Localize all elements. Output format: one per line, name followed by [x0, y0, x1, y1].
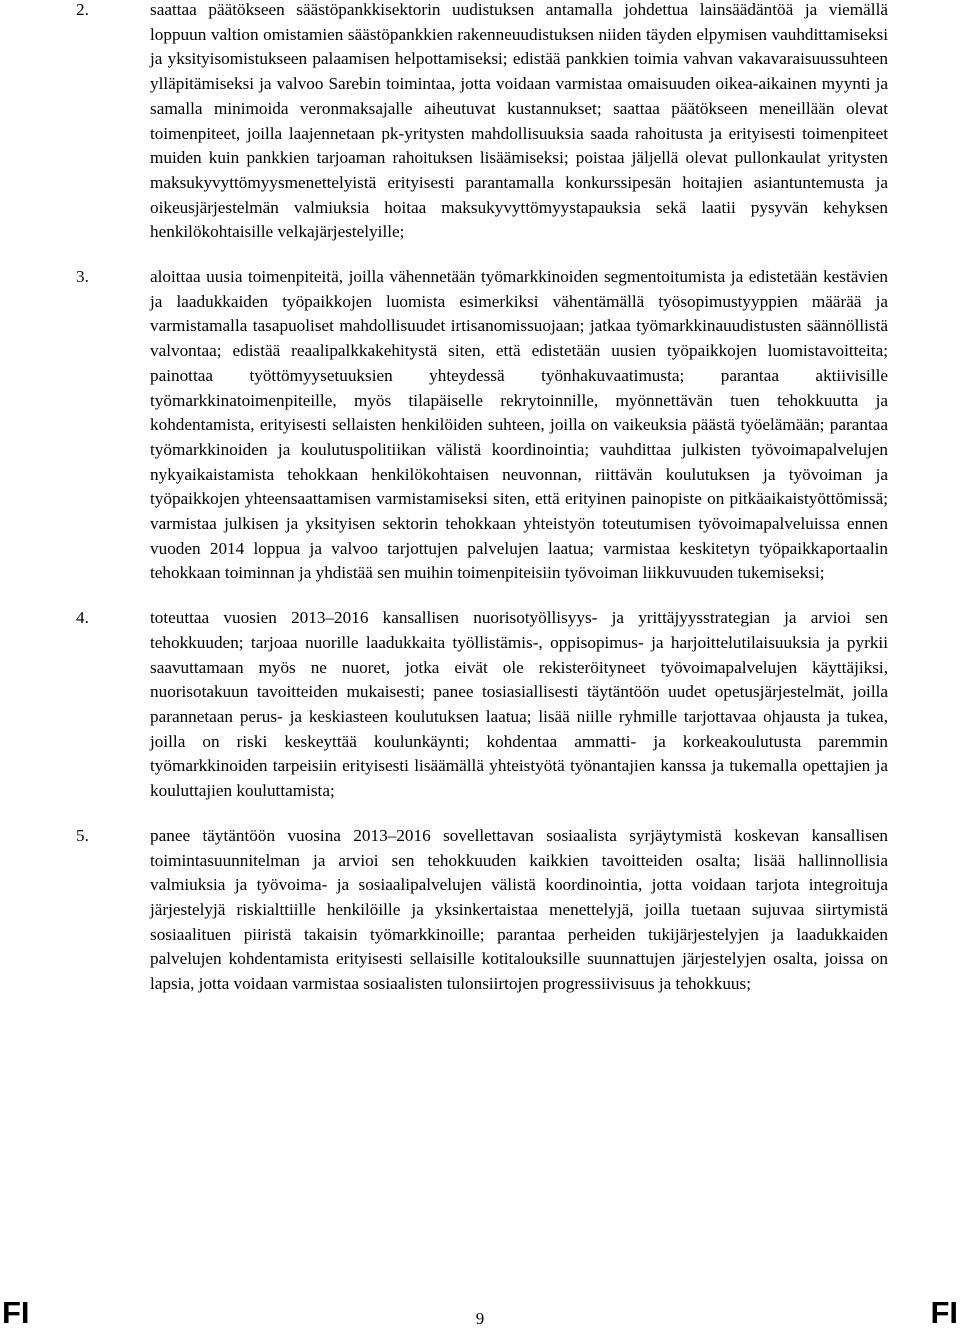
list-item — [76, 824, 888, 997]
language-code-left: FI — [2, 1295, 30, 1330]
list-item — [76, 0, 888, 245]
list-item — [76, 606, 888, 804]
item-text: toteuttaa vuosien 2013–2016 kansallisen nuorisotyöllisyys- ja yrittäjyysstrategian ja arvioi sen tehokkuuden; tarjoaa nuorille laadukkaita työllistämis-, oppisopimus- ja harjoittelutilaisuuksia ja pyrkii saavuttamaan myös ne nuoret, jotka eivät ole rekisteröityneet työvoimapalvelujen käyttäjiksi, nuorisotakuun tavoitteiden mukaisesti; panee tosiasiallisesti täytäntöön uudet opetusjärjestelmät, joilla parannetaan perus- ja keskiasteen koulutuksen laatua; lisää niille ryhmille tarjottavaa ohjausta ja tukea, joilla on riski keskeyttää koulunkäynti; kohdentaa ammatti- ja korkeakoulutusta paremmin työmarkkinoiden tarpeisiin erityisesti lisäämällä yhteistyötä työnantajien kanssa ja tukemalla opettajien ja kouluttajien kouluttamista; — [150, 608, 888, 801]
language-code-right: FI — [930, 1295, 958, 1330]
item-number: 3. — [76, 267, 89, 287]
item-number: 5. — [76, 825, 89, 845]
item-text: aloittaa uusia toimenpiteitä, joilla vähennetään työmarkkinoiden segmentoitumista ja edistetään kestävien ja laadukkaiden työpaikkojen luomista esimerkiksi vähentämällä työsopimustyyppien määrää ja varmistamalla tasapuoliset mahdollisuudet irtisanomissuojaan; jatkaa työmarkkinauudistusten säännöllistä valvontaa; edistää reaalipalkkakehitystä siten, että edistetään uusien työpaikkojen luomistavoitteita; painottaa työttömyysetuuksien yhteydessä työnhakuvaatimusta; parantaa aktiivisille työmarkkinatoimenpiteille, myös tilapäiselle rekrytoinnille, myönnettävän tuen tehokkuutta ja kohdentamista, erityisesti sellaisten henkilöiden suhteen, joilla on vaikeuksia päästä työelämään; parantaa työmarkkinoiden ja koulutuspolitiikan välistä koordinointia; vauhdittaa julkisten työvoimapalvelujen nykyaikaistamista tehokkaan henkilökohtaisen neuvonnan, riittävän koulutuksen ja työvoiman ja työpaikkojen yhteensaattamisen varmistamiseksi siten, että erityinen painopiste on pitkäaikaistyöttömissä; varmistaa julkisen ja yksityisen sektorin tehokkaan yhteistyön toteutumisen työvoimapalveluissa ennen vuoden 2014 loppua ja valvoo tarjottujen palvelujen laatua; varmistaa keskitetyn työpaikkaportaalin tehokkaan toiminnan ja yhdistää sen muihin toimenpiteisiin työvoiman liikkuvuuden tukemiseksi; — [150, 267, 888, 583]
item-text: saattaa päätökseen säästöpankkisektorin uudistuksen antamalla johdettua lainsäädäntöä ja viemällä loppuun valtion omistamien säästöpankkien rakenneuudistuksen niiden täyden elpymisen vauhdittamiseksi ja yksityisomistukseen palaamisen helpottamiseksi; edistää pankkien toimia vahvan vakavaraisuussuhteen ylläpitämiseksi ja valvoo Sarebin toimintaa, jotta voidaan varmistaa omaisuuden oikea-aikainen myynti ja samalla minimoida veronmaksajalle aiheutuvat kustannukset; saattaa päätökseen meneillään olevat toimenpiteet, joilla laajennetaan pk-yritysten mahdollisuuksia saada rahoitusta ja erityisesti toimenpiteet muiden kuin pankkien tarjoaman rahoituksen lisäämiseksi; poistaa jäljellä olevat pullonkaulat yritysten maksukyvyttömyysmenettelyistä erityisesti parantamalla konkurssipesän hoitajien asiantuntemusta ja oikeusjärjestelmän valmiuksia hoitaa maksukyvyttömyystapauksia sekä laatii pysyvän kehyksen henkilökohtaisille velkajärjestelyille; — [150, 0, 888, 242]
page-footer — [0, 1296, 960, 1330]
item-number: 2. — [76, 0, 89, 19]
document-body — [76, 0, 888, 1017]
item-text: panee täytäntöön vuosina 2013–2016 sovellettavan sosiaalista syrjäytymistä koskevan kansallisen toimintasuunnitelman ja arvioi sen tehokkuuden kaikkien tavoitteiden osalta; lisää hallinnollisia valmiuksia ja työvoima- ja sosiaalipalvelujen välistä koordinointia, jotta voidaan tarjota integroituja järjestelyjä riskialttiille henkilöille ja yksinkertaistaa menettelyjä, joilla tuetaan sujuvaa siirtymistä sosiaalituen piiristä takaisin työmarkkinoille; parantaa perheiden tukijärjestelyjen ja laadukkaiden palvelujen kohdentamista erityisesti sellaisille kotitalouksille suunnattujen järjestelyjen osalta, joissa on lapsia, jotta voidaan varmistaa sosiaalisten tulonsiirtojen progressiivisuus ja tehokkuus; — [150, 825, 888, 994]
page-number: 9 — [475, 1309, 485, 1328]
item-number: 4. — [76, 608, 89, 628]
list-item — [76, 265, 888, 586]
